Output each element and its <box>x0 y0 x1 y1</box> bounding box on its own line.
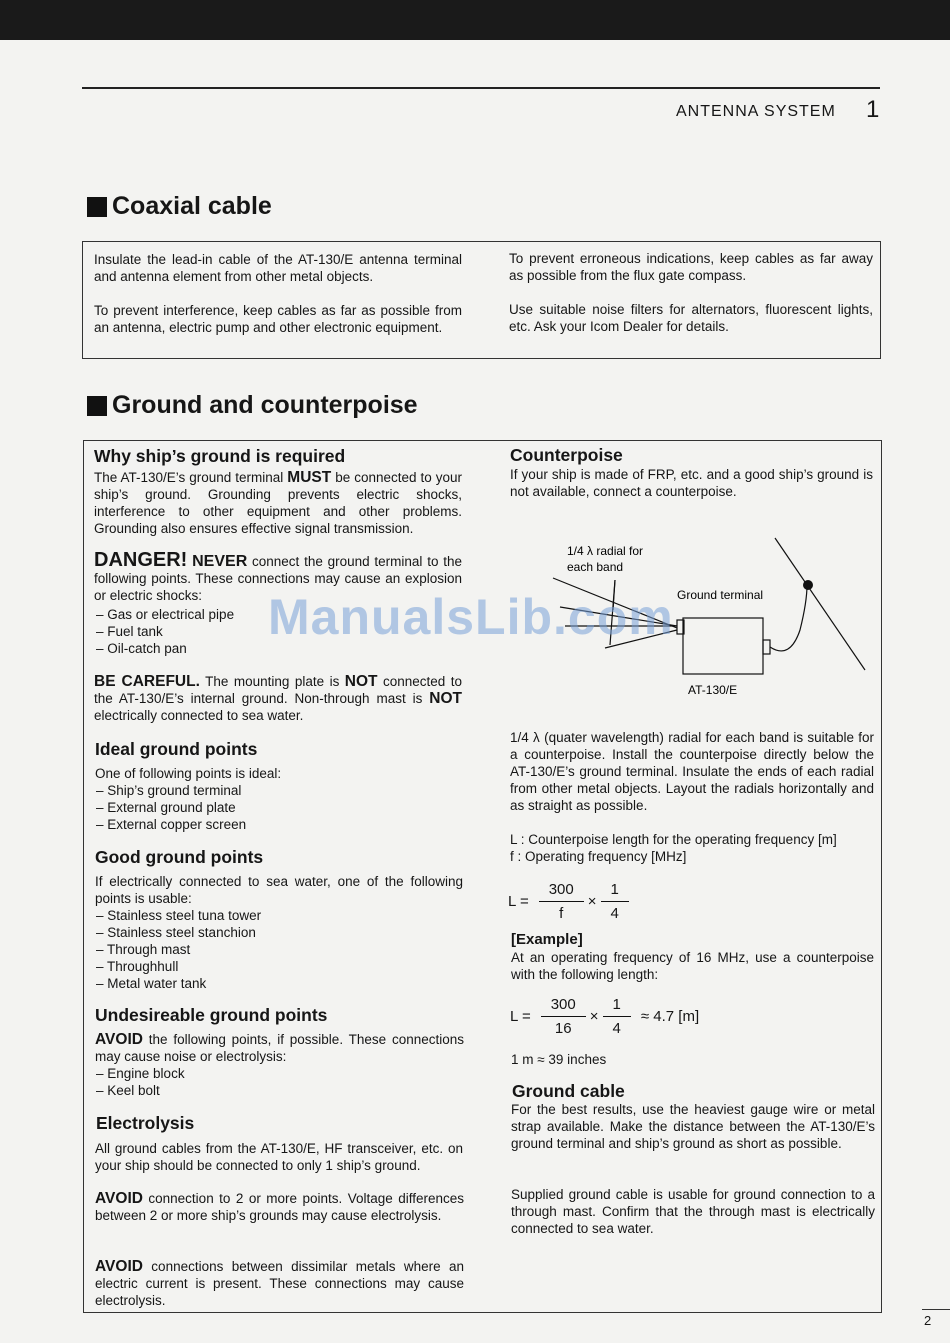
antenna-element <box>775 538 865 670</box>
undesirable-heading: Undesireable ground points <box>95 1005 328 1025</box>
danger-text: DANGER! NEVER connect the ground terminal to the following points. These connections may cause an explosion or electric shocks: <box>94 549 462 603</box>
careful-text: BE CAREFUL. The mounting plate is NOT connected to the AT-130/E’s internal ground. Non-through mast is NOT electrically connected to sea water. <box>94 673 462 723</box>
ideal-heading: Ideal ground points <box>95 739 258 759</box>
chapter-number: 1 <box>866 96 880 123</box>
section-title: Ground and counterpoise <box>112 391 418 419</box>
counterpoise-desc: 1/4 λ (quater wavelength) radial for each band is suitable for a counterpoise. Install the counterpoise directly below the AT-130/E’s ground terminal. Insulate the ends of each radial from other metal objects. Layout the radials horizontally and as straight as possible. <box>510 730 874 813</box>
example-heading: [Example] <box>511 931 583 948</box>
coax-left-p1: Insulate the lead-in cable of the AT-130/E antenna terminal and antenna element from other metal objects. <box>94 252 462 284</box>
good-intro: If electrically connected to sea water, one of the following points is usable: <box>95 874 463 906</box>
ground-cable-p2: Supplied ground cable is usable for ground connection to a through mast. Confirm that the through mast is electrically connected to sea water. <box>511 1187 875 1236</box>
counterpoise-heading: Counterpoise <box>510 445 623 465</box>
ground-terminal-label: Ground terminal <box>677 588 764 602</box>
section-square-icon <box>87 396 107 416</box>
antenna-terminal <box>763 640 770 654</box>
section-title: Coaxial cable <box>112 192 272 220</box>
section-ground-counterpoise <box>87 391 418 420</box>
list-item: – Oil-catch pan <box>96 640 234 657</box>
coax-right-p2: Use suitable noise filters for alternators, fluorescent lights, etc. Ask your Icom Dealer for details. <box>509 302 873 334</box>
good-heading: Good ground points <box>95 847 264 867</box>
list-item: – Throughhull <box>96 958 261 975</box>
danger-label: DANGER! <box>94 549 188 571</box>
antenna-lead <box>770 585 807 651</box>
page-number: 2 <box>924 1313 932 1328</box>
section-square-icon <box>87 197 107 217</box>
list-item: – Keel bolt <box>96 1082 185 1099</box>
section-coaxial-cable <box>87 192 272 221</box>
electrolysis-p3: AVOID connections between dissimilar metals where an electric current is present. These connections may cause electrolysis. <box>95 1258 464 1308</box>
list-item: – Engine block <box>96 1065 185 1082</box>
example-formula: L = $\frac{300}{16}$ × $\frac{1}{4}$ ≈ 4.7 [m] <box>510 996 700 1037</box>
list-item: – Through mast <box>96 941 261 958</box>
counterpoise-intro: If your ship is made of FRP, etc. and a good ship’s ground is not available, connect a counterpoise. <box>510 467 873 499</box>
antenna-feed-point <box>803 580 813 590</box>
must-emphasis: MUST <box>287 469 332 486</box>
never-emphasis: NEVER <box>192 553 248 570</box>
why-text: The AT-130/E’s ground terminal MUST be connected to your ship’s ground. Grounding prevents electric shocks, interference to other equipment and other problems. Grounding also ensures effective signal transmission. <box>94 469 462 536</box>
header-rule <box>82 87 880 89</box>
list-item: – External copper screen <box>96 816 246 833</box>
radial-label-1: 1/4 λ radial for <box>567 544 644 558</box>
list-item: – External ground plate <box>96 799 246 816</box>
radial-label-2: each band <box>567 560 624 574</box>
electrolysis-p1: All ground cables from the AT-130/E, HF transceiver, etc. on your ship should be connected to only 1 ship’s ground. <box>95 1141 463 1173</box>
ground-cable-p1: For the best results, use the heaviest gauge wire or metal strap available. Make the distance between the AT-130/E’s ground terminal and ship’s ground as short as possible. <box>511 1102 875 1151</box>
ideal-intro: One of following points is ideal: <box>95 766 282 781</box>
coax-left-p2: To prevent interference, keep cables as far as possible from an antenna, electric pump and other electronic equipment. <box>94 303 462 335</box>
watermark: ManualsLib.com <box>268 589 674 645</box>
electrolysis-heading: Electrolysis <box>96 1113 195 1133</box>
list-item: – Stainless steel stanchion <box>96 924 261 941</box>
ideal-list <box>96 782 246 833</box>
good-list <box>96 907 261 992</box>
conversion: 1 m ≈ 39 inches <box>511 1052 607 1067</box>
undesirable-text: AVOID the following points, if possible. These connections may cause noise or electrolysis: <box>95 1031 464 1064</box>
danger-list <box>96 606 234 657</box>
unit-label: AT-130/E <box>688 683 738 697</box>
def-l: L : Counterpoise length for the operating frequency [m] <box>510 832 837 847</box>
why-heading: Why ship’s ground is required <box>94 446 346 466</box>
list-item: – Metal water tank <box>96 975 261 992</box>
ground-cable-heading: Ground cable <box>512 1081 625 1101</box>
coax-right-p1: To prevent erroneous indications, keep cables as far away as possible from the flux gate compass. <box>509 251 873 283</box>
list-item: – Gas or electrical pipe <box>96 606 234 623</box>
formula: L = $\frac{300}{f}$ × $\frac{1}{4}$ <box>508 881 633 922</box>
page-number-rule <box>922 1309 950 1310</box>
example-text: At an operating frequency of 16 MHz, use a counterpoise with the following length: <box>511 950 874 982</box>
list-item: – Ship’s ground terminal <box>96 782 246 799</box>
list-item: – Stainless steel tuna tower <box>96 907 261 924</box>
careful-label: BE CAREFUL. <box>94 673 200 690</box>
undesirable-list <box>96 1065 185 1099</box>
electrolysis-p2: AVOID connection to 2 or more points. Voltage differences between 2 or more ship’s grounds may cause electrolysis. <box>95 1190 464 1223</box>
def-f: f : Operating frequency [MHz] <box>510 849 687 864</box>
header-title: ANTENNA SYSTEM <box>676 103 836 120</box>
list-item: – Fuel tank <box>96 623 234 640</box>
at130-unit-box <box>683 618 763 674</box>
